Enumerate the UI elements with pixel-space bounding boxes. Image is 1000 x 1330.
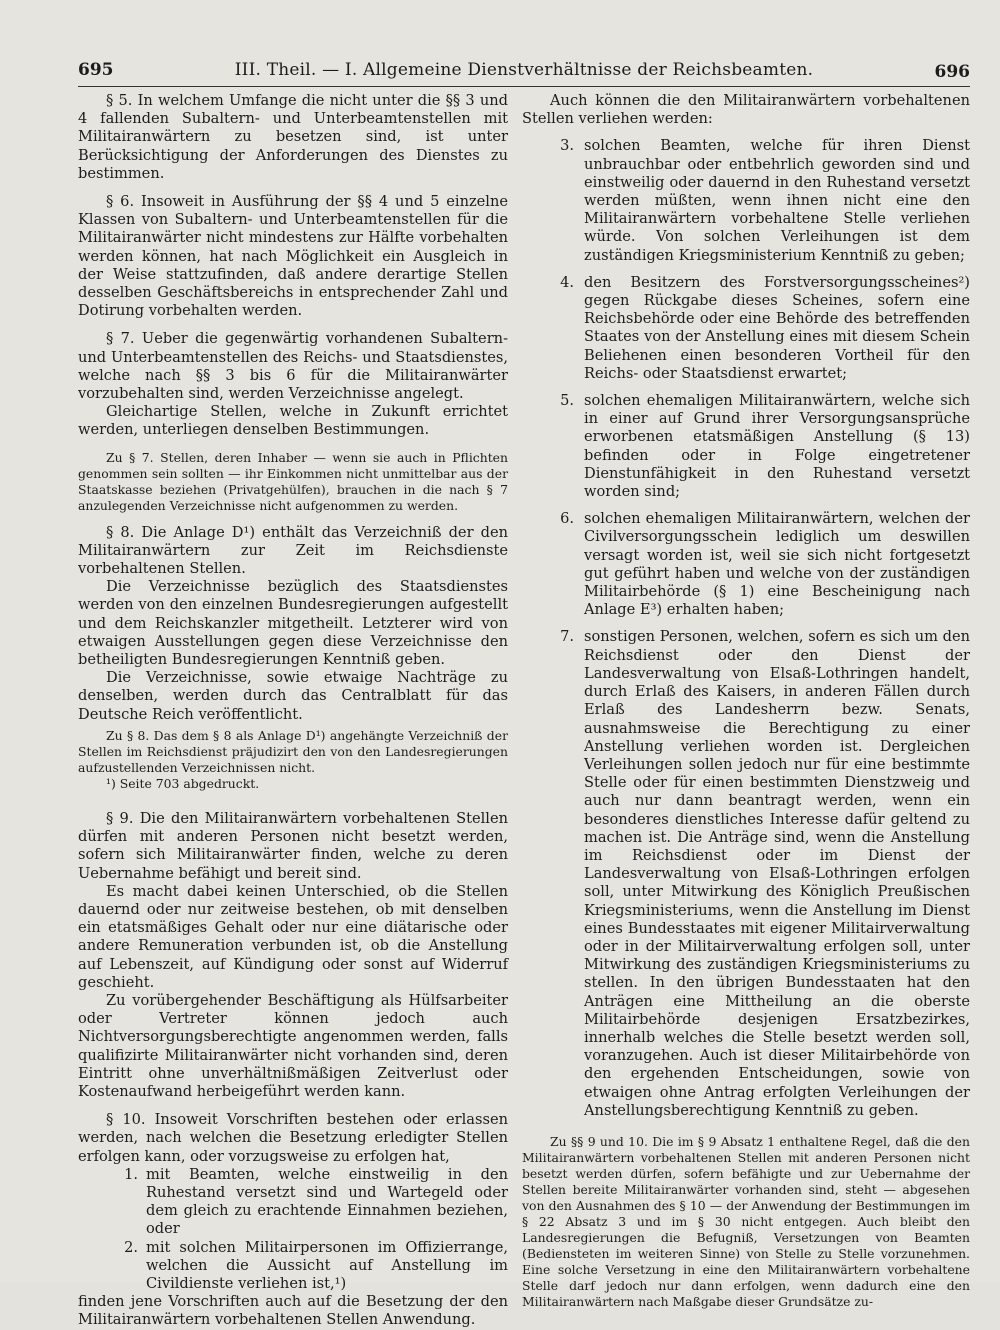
list-item-text: sonstigen Personen, welchen, sofern es sich um den Reichsdienst oder den Dienst der Landesverwaltung von Elsaß-Lothringen handelt, durch Erlaß des Kaisers, in anderen Fällen durch Erlaß des Landesherrn bezw. Senats, ausnahmsweise die Berechtigung zu einer Anstellung verliehen worden ist. Dergleichen Verleihungen sollen jedoch nur für eine bestimmte Stelle oder für einen bestimmten Dienstzweig und auch nur dann beantragt werden, wenn ein besonderes dienstliches Interesse dafür geltend zu machen ist. Die Anträge sind, wenn die Anstellung im Reichsdienst oder im Dienst der Landesverwaltung von Elsaß-Lothringen erfolgen soll, unter Mitwirkung des Königlich Preußischen Kriegsministeriums, wenn die Anstellung im Dienst eines Bundesstaates mit eigener Militairverwaltung oder in der Militairverwaltung erfolgen soll, unter Mitwirkung des zuständigen Kriegsministeriums zu stellen. In den übrigen Bundesstaaten hat den Anträgen eine Mittheilung an die oberste Militairbehörde desjenigen Ersatzbezirkes, innerhalb welches die Stelle besetzt werden soll, voranzugehen. Auch ist dieser Militairbehörde von den ergehenden Entscheidungen, sowie von etwaigen ohne Antrag erfolgten Verleihungen der Anstellungsberechtigung Kenntniß zu geben. bbox=[584, 628, 970, 1119]
footnote-1: ¹) Seite 703 abgedruckt. bbox=[106, 775, 260, 791]
list-item-text: den Besitzern des Forstversorgungsscheines²) gegen Rückgabe dieses Scheines, sofern eine Reichsbehörde oder eine Behörde des betreffenden Staates von der Anstellung eines mit diesem Schein Beliehenen einen besonderen Vortheil für den Reichs- oder Staatsdienst erwartet; bbox=[584, 273, 970, 382]
right-column bbox=[522, 92, 970, 1310]
section-9-paragraph-2: Es macht dabei keinen Unterschied, ob die Stellen dauernd oder nur zeitweise bestehen, ob mit denselben ein etatsmäßiges Gehalt oder nur eine diätarische oder andere Remuneration verbunden ist, ob die Anstellung auf Lebenszeit, auf Kündigung oder sonst auf Widerruf geschieht. bbox=[78, 882, 508, 991]
list-item-number: 1. bbox=[124, 1165, 138, 1183]
list-item-number: 4. bbox=[560, 273, 574, 291]
list-item bbox=[522, 628, 970, 1119]
left-page-number: 695 bbox=[78, 60, 114, 80]
list-item-number: 7. bbox=[560, 628, 574, 646]
note-section-7: Zu § 7. Stellen, deren Inhaber — wenn sie auch in Pflichten genommen sein sollten — ihr Einkommen nicht unmittelbar aus der Staatskasse beziehen (Privatgehülfen), brauchen in die nach § 7 anzulegenden Verzeichnisse nicht aufgenommen zu werden. bbox=[78, 449, 508, 513]
section-5: § 5. In welchem Umfange die nicht unter die §§ 3 und 4 fallenden Subaltern- und Unterbeamtenstellen mit Militairanwärtern zu besetzen sind, ist unter Berücksichtigung der Anforderungen des Dienstes zu bestimmen. bbox=[78, 92, 508, 182]
left-column bbox=[78, 92, 508, 1330]
section-10: § 10. Insoweit Vorschriften bestehen oder erlassen werden, nach welchen die Besetzung erledigter Stellen erfolgen kann, oder vorzugsweise zu erfolgen hat, bbox=[78, 1111, 508, 1165]
right-page-number: 696 bbox=[934, 62, 970, 82]
section-7-paragraph-2: Gleichartige Stellen, welche in Zukunft errichtet werden, unterliegen denselben Bestimmungen. bbox=[78, 403, 508, 439]
list-item-number: 2. bbox=[124, 1238, 138, 1256]
page-header bbox=[78, 58, 970, 87]
list-item-number: 6. bbox=[560, 510, 574, 528]
list-item bbox=[78, 1166, 508, 1239]
list-item-text: mit Beamten, welche einstweilig in den Ruhestand versetzt sind und Wartegeld oder dem gleich zu erachtende Einnahmen beziehen, oder bbox=[146, 1165, 508, 1238]
list-item-number: 3. bbox=[560, 137, 574, 155]
right-intro: Auch können die den Militairanwärtern vorbehaltenen Stellen verliehen werden: bbox=[522, 92, 970, 128]
section-8-paragraph-3: Die Verzeichnisse, sowie etwaige Nachträge zu denselben, werden durch das Centralblatt für das Deutsche Reich veröffentlicht. bbox=[78, 669, 508, 723]
list-item bbox=[522, 392, 970, 501]
section-8: § 8. Die Anlage D¹) enthält das Verzeichniß der den Militairanwärtern zur Zeit im Reichsdienste vorbehaltenen Stellen. bbox=[78, 523, 508, 578]
note-section-8: Zu § 8. Das dem § 8 als Anlage D¹) angehängte Verzeichniß der Stellen im Reichsdienst präjudizirt den von den Landesregierungen aufzustellenden Verzeichnissen nicht. bbox=[78, 727, 508, 775]
list-item bbox=[522, 510, 970, 619]
section-8-paragraph-2: Die Verzeichnisse bezüglich des Staatsdienstes werden von den einzelnen Bundesregierungen aufgestellt und dem Reichskanzler mitgetheilt. Letzterer wird von etwaigen Ausstellungen gegen diese Verzeichnisse den betheiligten Bundesregierungen Kenntniß geben. bbox=[78, 578, 508, 669]
list-item-text: solchen ehemaligen Militairanwärtern, welche sich in einer auf Grund ihrer Versorgungsansprüche erworbenen etatsmäßigen Anstellung (§ 13) befinden oder in Folge eingetretener Dienstunfähigkeit in den Ruhestand versetzt worden sind; bbox=[584, 392, 970, 501]
section-9: § 9. Die den Militairanwärtern vorbehaltenen Stellen dürfen mit anderen Personen nicht besetzt werden, sofern sich Militairanwärter finden, welche zu deren Uebernahme befähigt und bereit sind. bbox=[78, 809, 508, 882]
running-title: III. Theil. — I. Allgemeine Dienstverhältnisse der Reichsbeamten. bbox=[234, 60, 814, 80]
list-item bbox=[78, 1239, 508, 1294]
note-sections-9-10: Zu §§ 9 und 10. Die im § 9 Absatz 1 enthaltene Regel, daß die den Militairanwärtern vorbehaltenen Stellen mit anderen Personen nicht besetzt werden dürfen, sofern befähigte und zur Uebernahme der Stellen bereite Militairanwärter vorhanden sind, steht — abgesehen von den Ausnahmen des § 10 — der Anwendung der Bestimmungen im § 22 Absatz 3 und im § 30 nicht entgegen. Auch bleibt den Landesregierungen die Befugniß, Versetzungen von Beamten (Bediensteten im weiteren Sinne) von Stelle zu Stelle vorzunehmen. Eine solche Versetzung in eine den Militairanwärtern vorbehaltene Stelle darf jedoch nur dann erfolgen, wenn dadurch eine den Militairanwärtern nach Maßgabe dieser Grundsätze zu- bbox=[522, 1133, 970, 1309]
section-9-paragraph-3: Zu vorübergehender Beschäftigung als Hülfsarbeiter oder Vertreter können jedoch auch Nichtversorgungsberechtigte angenommen werden, falls qualifizirte Militairanwärter nicht vorhanden sind, deren Eintritt ohne unverhältnißmäßigen Zeitverlust oder Kostenaufwand herbeigeführt werden kann. bbox=[78, 991, 508, 1100]
list-item-text: solchen ehemaligen Militairanwärtern, welchen der Civilversorgungsschein lediglich um deswillen versagt worden ist, weil sie sich nicht fortgesetzt gut geführt haben und welche von der zuständigen Militairbehörde (§ 1) eine Bescheinigung nach Anlage E³) erhalten haben; bbox=[584, 510, 970, 619]
list-item-text: mit solchen Militairpersonen im Offizierrange, welchen die Aussicht auf Anstellung im Civildienste verliehen ist,¹) bbox=[146, 1238, 508, 1292]
section-7: § 7. Ueber die gegenwärtig vorhandenen Subaltern- und Unterbeamtenstellen des Reichs- und Staatsdienstes, welche nach §§ 3 bis 6 für die Militairanwärter vorzubehalten sind, werden Verzeichnisse angelegt. bbox=[78, 330, 508, 403]
section-10-list bbox=[78, 1166, 508, 1293]
list-item bbox=[522, 274, 970, 383]
list-item-text: solchen Beamten, welche für ihren Dienst unbrauchbar oder entbehrlich geworden sind und einstweilig oder dauernd in den Ruhestand versetzt werden müßten, wenn ihnen nicht eine den Militairanwärtern vorbehaltene Stelle verliehen würde. Von solchen Verleihungen ist dem zuständigen Kriegsministerium Kenntniß zu geben; bbox=[584, 137, 970, 264]
section-10-conclusion: finden jene Vorschriften auch auf die Besetzung der den Militairanwärtern vorbehaltenen Stellen Anwendung. bbox=[78, 1293, 508, 1329]
list-item bbox=[522, 137, 970, 264]
list-item-number: 5. bbox=[560, 392, 574, 410]
section-6: § 6. Insoweit in Ausführung der §§ 4 und 5 einzelne Klassen von Subaltern- und Unterbeamtenstellen für die Militairanwärter nicht mindestens zur Hälfte vorbehalten werden können, hat nach Möglichkeit ein Ausgleich in der Weise stattzufinden, daß andere derartige Stellen desselben Geschäftsbereichs in entsprechender Zahl und Dotirung vorbehalten werden. bbox=[78, 193, 508, 320]
